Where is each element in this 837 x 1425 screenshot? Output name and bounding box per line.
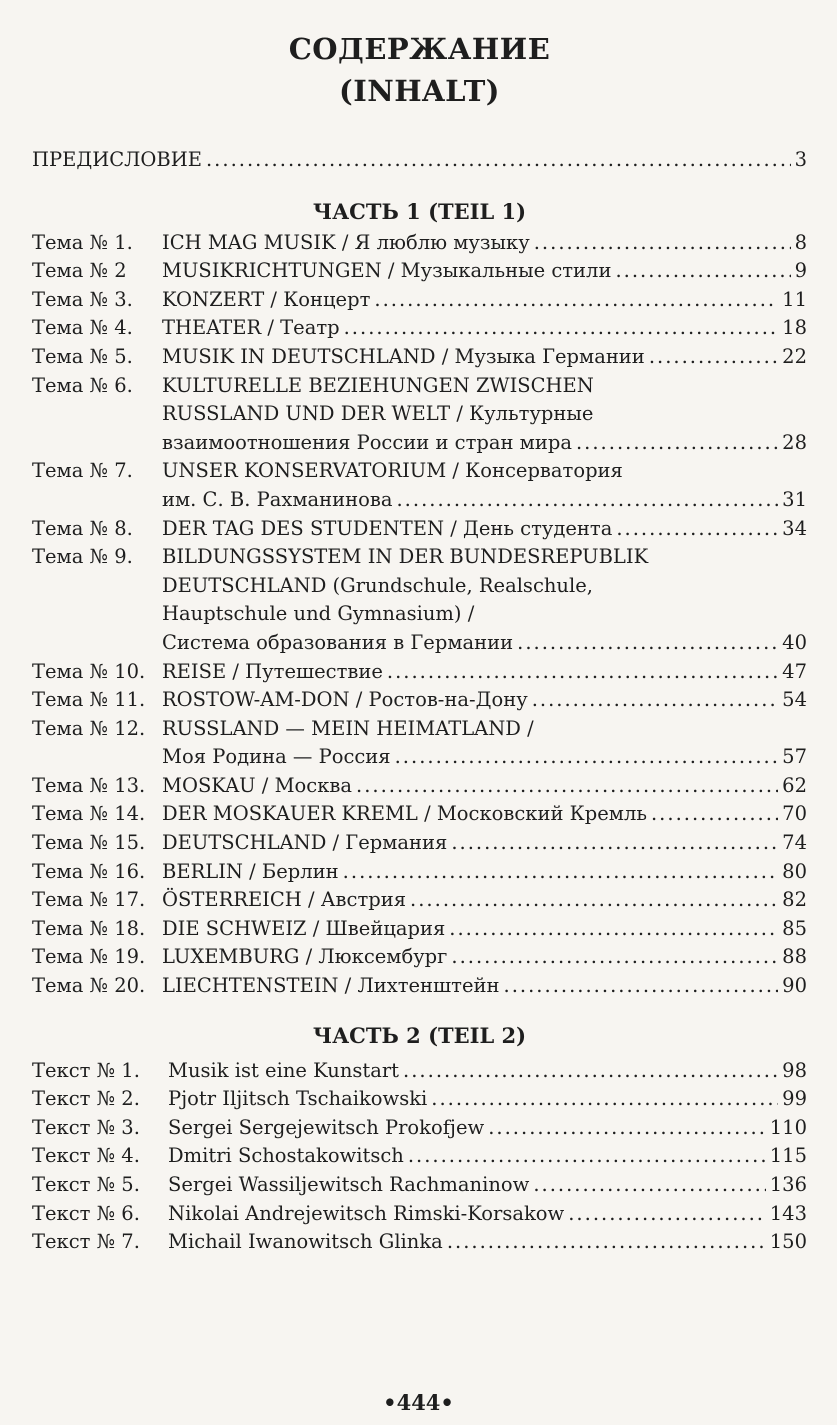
- entry-title-text: Система образования в Германии: [162, 630, 514, 654]
- toc-entry: [32, 772, 807, 801]
- entry-title-text: Michail Iwanowitsch Glinka: [168, 1230, 443, 1254]
- page-ref: 98: [782, 1058, 807, 1082]
- page-ref: 115: [769, 1144, 807, 1168]
- page-ref: 57: [782, 745, 807, 769]
- entry-number: Тема № 12.: [32, 716, 146, 740]
- page-ref: 90: [782, 974, 807, 998]
- dot-leader: [451, 829, 778, 858]
- page-ref: 136: [769, 1173, 807, 1196]
- entry-body: [162, 715, 807, 772]
- dot-leader: [488, 1114, 766, 1143]
- entry-line: [162, 800, 807, 829]
- page-ref: 34: [782, 516, 807, 540]
- entry-body: [162, 972, 807, 1001]
- entry-line: [162, 372, 807, 401]
- entry-body: [162, 229, 807, 258]
- toc-entry: [32, 715, 807, 772]
- toc-title-line1: СОДЕРЖАНИЕ: [288, 32, 551, 66]
- entry-body: [162, 658, 807, 687]
- page-ref: 150: [769, 1230, 807, 1254]
- entry-body: [168, 1057, 807, 1086]
- entry-line: [162, 829, 807, 858]
- entry-number: Тема № 9.: [32, 545, 133, 569]
- entry-number: Тема № 19.: [32, 945, 146, 969]
- entry-title-text: DEUTSCHLAND (Grundschule, Realschule,: [162, 573, 593, 597]
- entry-body: [162, 915, 807, 944]
- entry-line: [162, 486, 807, 515]
- entry-line: [162, 343, 807, 372]
- entry-title-text: RUSSLAND — MEIN HEIMATLAND /: [162, 716, 534, 740]
- entry-line: [162, 743, 807, 772]
- entry-number: Тема № 7.: [32, 459, 133, 483]
- toc-entry: [32, 457, 807, 514]
- entry-line: [162, 400, 807, 429]
- entry-title-text: BILDUNGSSYSTEM IN DER BUNDESREPUBLIK: [162, 545, 649, 569]
- entry-body: [162, 343, 807, 372]
- entry-body: [162, 772, 807, 801]
- page-ref: 3: [794, 148, 807, 171]
- entry-title-text: Nikolai Andrejewitsch Rimski-Korsakow: [168, 1201, 565, 1225]
- entry-line: [162, 600, 807, 629]
- entry-title-text: BERLIN / Берлин: [162, 859, 339, 883]
- entry-number: Тема № 13.: [32, 773, 146, 797]
- toc-entry: [32, 829, 807, 858]
- entry-body: [162, 886, 807, 915]
- entry-body: [162, 800, 807, 829]
- page-ref: 9: [794, 259, 807, 283]
- entry-title-text: DIE SCHWEIZ / Швейцария: [162, 916, 446, 940]
- entry-body: [168, 1228, 807, 1257]
- entry-number: Тема № 8.: [32, 516, 133, 540]
- entry-number: Тема № 3.: [32, 287, 133, 311]
- toc-entry: [32, 1171, 807, 1200]
- entry-title-text: LIECHTENSTEIN / Лихтенштейн: [162, 974, 500, 998]
- preface-entry: [32, 146, 807, 175]
- dot-leader: [504, 972, 779, 1001]
- toc-entry: [32, 314, 807, 343]
- entry-title-text: MOSKAU / Москва: [162, 773, 352, 797]
- dot-leader: [449, 915, 778, 944]
- entry-number: Текст № 7.: [32, 1230, 140, 1254]
- page-ref: 8: [794, 230, 807, 254]
- entry-body: [168, 1142, 807, 1171]
- entry-line: [162, 286, 807, 315]
- toc-entry: [32, 943, 807, 972]
- entry-body: [162, 858, 807, 887]
- entry-body: [162, 515, 807, 544]
- page-ref: 85: [782, 916, 807, 940]
- entry-body: [162, 286, 807, 315]
- part1-list: [32, 229, 807, 1001]
- toc-entry: [32, 1057, 807, 1086]
- entry-number: Текст № 1.: [32, 1058, 140, 1082]
- entry-title-text: Hauptschule und Gymnasium) /: [162, 602, 475, 626]
- entry-number: Тема № 10.: [32, 659, 146, 683]
- entry-title-text: ÖSTERREICH / Австрия: [162, 888, 407, 912]
- toc-entry: [32, 372, 807, 458]
- entry-body: [168, 1085, 807, 1114]
- preface-label: ПРЕДИСЛОВИЕ: [32, 148, 202, 171]
- entry-number: Тема № 16.: [32, 859, 146, 883]
- entry-number: Текст № 2.: [32, 1087, 140, 1111]
- page-ref: 28: [782, 430, 807, 454]
- page-ref: 99: [782, 1087, 807, 1111]
- entry-line: [162, 543, 807, 572]
- entry-body: [168, 1114, 807, 1143]
- entry-number: Тема № 5.: [32, 344, 133, 368]
- page-ref: 31: [782, 487, 807, 511]
- entry-number: Тема № 17.: [32, 888, 146, 912]
- toc-entry: [32, 858, 807, 887]
- entry-line: [168, 1114, 807, 1143]
- entry-line: [168, 1142, 807, 1171]
- entry-body: [162, 457, 807, 514]
- entry-number: Текст № 3.: [32, 1115, 140, 1139]
- page-ref: 54: [782, 688, 807, 712]
- toc-entry: [32, 886, 807, 915]
- toc-entry: [32, 972, 807, 1001]
- entry-title-text: ROSTOW-AM-DON / Ростов-на-Дону: [162, 688, 528, 712]
- entry-line: [162, 858, 807, 887]
- entry-title-text: DER MOSKAUER KREML / Московский Кремль: [162, 802, 647, 826]
- toc-entry: [32, 1085, 807, 1114]
- entry-line: [162, 658, 807, 687]
- dot-leader: [517, 629, 778, 658]
- entry-title-text: LUXEMBURG / Люксембург: [162, 945, 448, 969]
- dot-leader: [615, 257, 790, 286]
- page-ref: 70: [782, 802, 807, 826]
- entry-line: [162, 229, 807, 258]
- page-number: •444•: [383, 1390, 454, 1415]
- entry-title-text: им. С. В. Рахманинова: [162, 487, 393, 511]
- page-ref: 11: [782, 287, 807, 311]
- toc-entry: [32, 286, 807, 315]
- toc-entry: [32, 1200, 807, 1229]
- entry-body: [162, 257, 807, 286]
- entry-number: Тема № 20.: [32, 974, 146, 998]
- entry-line: [168, 1171, 807, 1200]
- page-ref: 80: [782, 859, 807, 883]
- entry-number: Тема № 2: [32, 259, 127, 283]
- part2-list: [32, 1057, 807, 1257]
- page-ref: 88: [782, 945, 807, 969]
- dot-leader: [356, 772, 778, 801]
- entry-line: [168, 1200, 807, 1229]
- dot-leader: [374, 286, 778, 315]
- page-ref: 40: [782, 630, 807, 654]
- entry-number: Тема № 14.: [32, 802, 146, 826]
- dot-leader: [387, 658, 778, 687]
- page-ref: 74: [782, 831, 807, 855]
- dot-leader: [651, 800, 778, 829]
- toc-entry: [32, 229, 807, 258]
- dot-leader: [344, 314, 779, 343]
- entry-line: [162, 886, 807, 915]
- page-ref: 47: [782, 659, 807, 683]
- entry-line: [162, 629, 807, 658]
- page-ref: 18: [782, 316, 807, 340]
- entry-body: [162, 543, 807, 657]
- toc-entry: [32, 257, 807, 286]
- toc-entry: [32, 915, 807, 944]
- entry-body: [168, 1200, 807, 1229]
- entry-line: [162, 572, 807, 601]
- dot-leader: [616, 515, 778, 544]
- toc-entry: [32, 686, 807, 715]
- dot-leader: [576, 429, 778, 458]
- page-ref: 22: [782, 344, 807, 368]
- entry-number: Тема № 4.: [32, 316, 133, 340]
- entry-number: Тема № 15.: [32, 831, 146, 855]
- entry-line: [162, 515, 807, 544]
- entry-number: Текст № 4.: [32, 1144, 140, 1168]
- page-ref: 143: [769, 1201, 807, 1225]
- dot-leader: [649, 343, 778, 372]
- entry-number: Текст № 5.: [32, 1173, 140, 1196]
- entry-line: [162, 314, 807, 343]
- entry-number: Тема № 11.: [32, 688, 146, 712]
- entry-line: [162, 972, 807, 1001]
- entry-title-text: UNSER KONSERVATORIUM / Консерватория: [162, 459, 623, 483]
- entry-body: [168, 1171, 807, 1200]
- entry-title-text: DEUTSCHLAND / Германия: [162, 831, 448, 855]
- entry-title-text: THEATER / Театр: [162, 316, 340, 340]
- entry-title-text: Pjotr Iljitsch Tschaikowski: [168, 1087, 428, 1111]
- entry-line: [162, 457, 807, 486]
- entry-number: Тема № 18.: [32, 916, 146, 940]
- entry-title-text: MUSIK IN DEUTSCHLAND / Музыка Германии: [162, 344, 645, 368]
- entry-body: [162, 943, 807, 972]
- dot-leader: [534, 229, 791, 258]
- toc-entry: [32, 515, 807, 544]
- dot-leader: [451, 943, 778, 972]
- entry-line: [162, 943, 807, 972]
- page-ref: 62: [782, 773, 807, 797]
- page-ref: 110: [769, 1115, 807, 1139]
- entry-title-text: взаимоотношения России и стран мира: [162, 430, 572, 454]
- dot-leader: [532, 686, 778, 715]
- entry-line: [162, 915, 807, 944]
- toc-entry: [32, 658, 807, 687]
- toc-entry: [32, 543, 807, 657]
- dot-leader: [408, 1142, 766, 1171]
- dot-leader: [396, 486, 778, 515]
- entry-title-text: Dmitri Schostakowitsch: [168, 1144, 404, 1168]
- entry-title-text: MUSIKRICHTUNGEN / Музыкальные стили: [162, 259, 612, 283]
- entry-line: [162, 686, 807, 715]
- toc-entry: [32, 1228, 807, 1257]
- entry-number: Тема № 6.: [32, 373, 133, 397]
- entry-line: [168, 1057, 807, 1086]
- entry-title-text: KONZERT / Концерт: [162, 287, 371, 311]
- entry-title-text: Sergei Wassiljewitsch Rachmaninow: [168, 1173, 530, 1196]
- dot-leader: [403, 1057, 778, 1086]
- toc-entry: [32, 1142, 807, 1171]
- dot-leader: [533, 1171, 765, 1200]
- entry-body: [162, 686, 807, 715]
- part2-heading: ЧАСТЬ 2 (TEIL 2): [312, 1022, 527, 1048]
- entry-title-text: ICH MAG MUSIK / Я люблю музыку: [162, 230, 530, 254]
- entry-line: [162, 429, 807, 458]
- dot-leader: [568, 1200, 766, 1229]
- toc-entry: [32, 800, 807, 829]
- entry-body: [162, 829, 807, 858]
- entry-title-text: Sergei Sergejewitsch Prokofjew: [168, 1115, 485, 1139]
- entry-line: [168, 1085, 807, 1114]
- entry-title-text: Musik ist eine Kunstart: [168, 1058, 400, 1082]
- part1-heading: ЧАСТЬ 1 (TEIL 1): [312, 198, 527, 224]
- entry-title-text: REISE / Путешествие: [162, 659, 383, 683]
- dot-leader: [447, 1228, 766, 1257]
- entry-line: [162, 715, 807, 744]
- entry-line: [162, 772, 807, 801]
- entry-title-text: RUSSLAND UND DER WELT / Культурные: [162, 402, 594, 426]
- toc-entry: [32, 1114, 807, 1143]
- entry-title-text: DER TAG DES STUDENTEN / День студента: [162, 516, 613, 540]
- toc-title-line2: (INHALT): [338, 74, 501, 108]
- entry-title-text: Моя Родина — Россия: [162, 745, 391, 769]
- toc-title: [32, 28, 807, 112]
- dot-leader: [410, 886, 778, 915]
- toc-entry: [32, 343, 807, 372]
- entry-number: Текст № 6.: [32, 1201, 140, 1225]
- page-ref: 82: [782, 888, 807, 912]
- dot-leader: [431, 1085, 778, 1114]
- entry-number: Тема № 1.: [32, 230, 133, 254]
- dot-leader: [343, 858, 779, 887]
- dot-leader: [206, 146, 791, 175]
- dot-leader: [395, 743, 779, 772]
- entry-body: [162, 314, 807, 343]
- entry-body: [162, 372, 807, 458]
- entry-line: [162, 257, 807, 286]
- entry-line: [168, 1228, 807, 1257]
- entry-title-text: KULTURELLE BEZIEHUNGEN ZWISCHEN: [162, 373, 594, 397]
